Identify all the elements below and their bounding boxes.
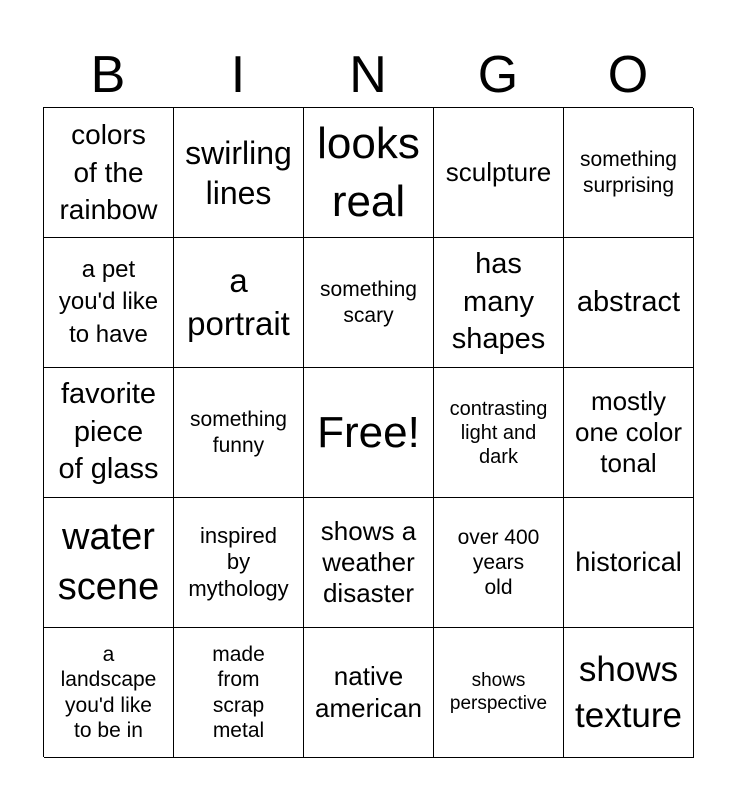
bingo-cell[interactable]: something surprising bbox=[564, 108, 694, 238]
bingo-cell[interactable]: shows a weather disaster bbox=[304, 498, 434, 628]
header-letter: G bbox=[477, 46, 519, 104]
header-letter: I bbox=[230, 46, 246, 104]
bingo-cell[interactable]: a landscape you'd like to be in bbox=[44, 628, 174, 758]
bingo-cell[interactable]: a portrait bbox=[174, 238, 304, 368]
header-letter: O bbox=[607, 46, 649, 104]
bingo-cell[interactable]: a pet you'd like to have bbox=[44, 238, 174, 368]
bingo-cell[interactable]: something scary bbox=[304, 238, 434, 368]
bingo-cell[interactable]: colors of the rainbow bbox=[44, 108, 174, 238]
header-letter: N bbox=[349, 46, 387, 104]
bingo-card bbox=[43, 107, 693, 757]
bingo-cell[interactable]: looks real bbox=[304, 108, 434, 238]
bingo-cell[interactable]: native american bbox=[304, 628, 434, 758]
bingo-cell[interactable]: mostly one color tonal bbox=[564, 368, 694, 498]
bingo-cell[interactable]: made from scrap metal bbox=[174, 628, 304, 758]
bingo-cell[interactable]: sculpture bbox=[434, 108, 564, 238]
bingo-cell[interactable]: swirling lines bbox=[174, 108, 304, 238]
bingo-header bbox=[43, 44, 693, 106]
bingo-cell[interactable]: shows perspective bbox=[434, 628, 564, 758]
bingo-cell[interactable]: water scene bbox=[44, 498, 174, 628]
bingo-cell[interactable]: over 400 years old bbox=[434, 498, 564, 628]
bingo-cell[interactable]: historical bbox=[564, 498, 694, 628]
bingo-cell[interactable]: something funny bbox=[174, 368, 304, 498]
bingo-cell[interactable]: contrasting light and dark bbox=[434, 368, 564, 498]
bingo-cell[interactable]: abstract bbox=[564, 238, 694, 368]
free-space[interactable]: Free! bbox=[304, 368, 434, 498]
bingo-cell[interactable]: has many shapes bbox=[434, 238, 564, 368]
bingo-cell[interactable]: favorite piece of glass bbox=[44, 368, 174, 498]
bingo-cell[interactable]: shows texture bbox=[564, 628, 694, 758]
header-letter: B bbox=[90, 46, 126, 104]
bingo-cell[interactable]: inspired by mythology bbox=[174, 498, 304, 628]
